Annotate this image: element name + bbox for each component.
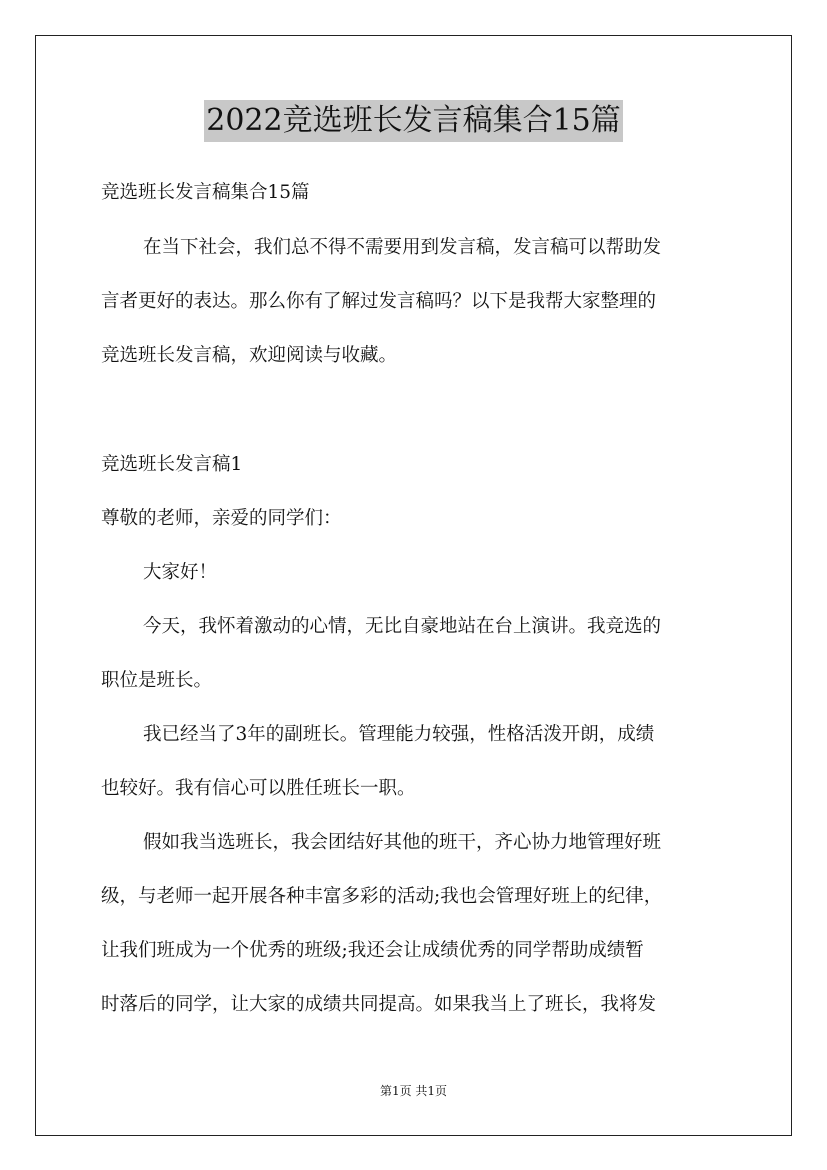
intro-line-1: 在当下社会，我们总不得不需要用到发言稿，发言稿可以帮助发: [143, 237, 662, 258]
page-footer: [0, 1083, 827, 1099]
title-wrap: [0, 100, 827, 142]
paragraph2-line-1: 我已经当了3年的副班长。管理能力较强，性格活泼开朗，成绩: [143, 724, 655, 745]
paragraph3-line-2: 级，与老师一起开展各种丰富多彩的活动;我也会管理好班上的纪律，: [101, 886, 663, 907]
greeting: 大家好！: [143, 562, 218, 583]
intro-line-2: 言者更好的表达。那么你有了解过发言稿吗？以下是我帮大家整理的: [101, 291, 657, 312]
paragraph1-line-1: 今天，我怀着激动的心情，无比自豪地站在台上演讲。我竞选的: [143, 616, 662, 637]
page-number-info: 第1页 共1页: [379, 1084, 448, 1098]
salutation: 尊敬的老师，亲爱的同学们：: [101, 508, 342, 529]
paragraph3-line-3: 让我们班成为一个优秀的班级;我还会让成绩优秀的同学帮助成绩暂: [101, 940, 644, 961]
document-subtitle: 竞选班长发言稿集合15篇: [101, 182, 310, 203]
paragraph3-line-4: 时落后的同学，让大家的成绩共同提高。如果我当上了班长，我将发: [101, 994, 657, 1015]
intro-line-3: 竞选班长发言稿，欢迎阅读与收藏。: [101, 345, 398, 366]
paragraph1-line-2: 职位是班长。: [101, 670, 213, 691]
section-heading: 竞选班长发言稿1: [101, 454, 243, 475]
paragraph3-line-1: 假如我当选班长，我会团结好其他的班干，齐心协力地管理好班: [143, 832, 662, 853]
paragraph2-line-2: 也较好。我有信心可以胜任班长一职。: [101, 778, 416, 799]
document-title: 2022竞选班长发言稿集合15篇: [204, 100, 623, 142]
